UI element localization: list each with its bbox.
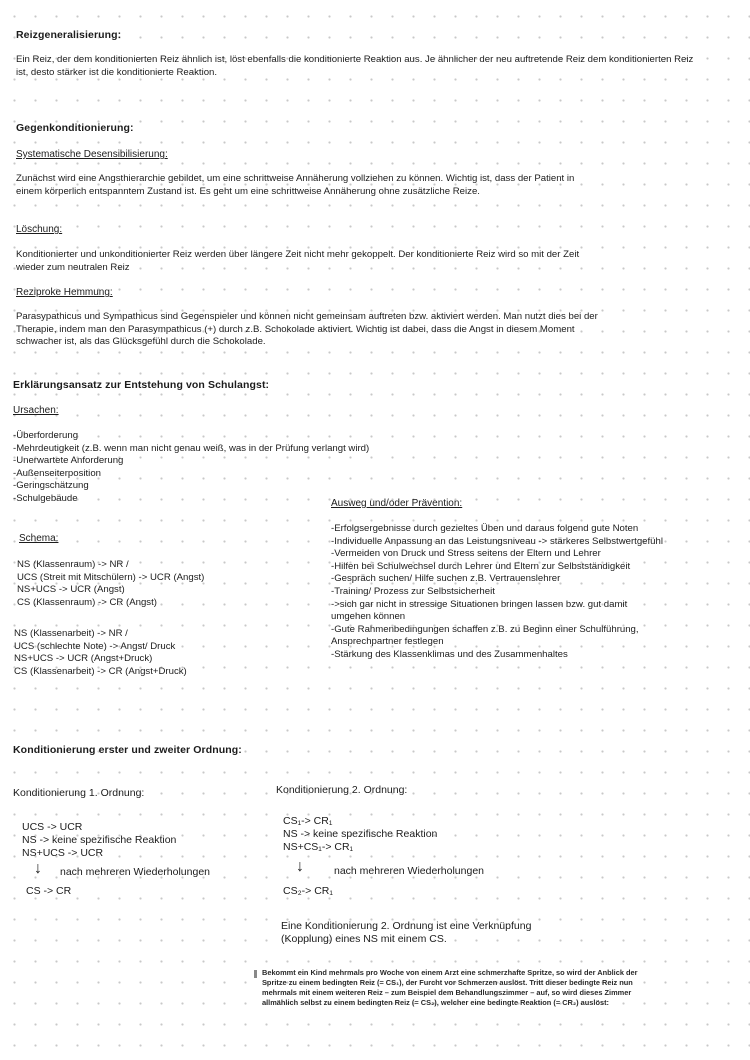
list-item: -Vermeiden von Druck und Stress seitens der Eltern und Lehrer	[331, 548, 601, 560]
heading-schulangst: Erklärungsansatz zur Entstehung von Schulangst:	[13, 379, 270, 391]
list-item: Ansprechpartner festlegen	[331, 636, 444, 648]
list-item: -Gute Rahmenbedingungen schaffen z.B. zu Beginn einer Schulführung,	[331, 623, 639, 635]
formula-line: NS+CS₁-> CR₁	[283, 840, 354, 853]
formula-line: NS+UCS -> UCR	[22, 846, 104, 859]
list-item: -Hilfen bei Schulwechsel durch Lehrer und Eltern zur Selbstständigkeit	[331, 560, 631, 572]
schema-line: NS+UCS -> UCR (Angst)	[17, 584, 125, 596]
text-reizgeneralisierung: Ein Reiz, der dem konditionierten Reiz ähnlich ist, löst ebenfalls die konditionierte Reaktion aus. Je ähnlicher der neu auftretende Reiz dem konditionierten Reiz ist, desto stärker ist die konditionierte Reaktion.	[16, 54, 694, 78]
quote-text: Bekommt ein Kind mehrmals pro Woche von einem Arzt eine schmerzhafte Spritze, so wird der Anblick der Spritze zu einem bedingten Reiz (= CS₁), der Furcht vor Schmerzen auslöst. Tritt dieser bedingte Reiz nun mehrmals mit einem weiteren Reiz – zum Beispiel dem Behandlungszimmer – auf, so wird dieses Zimmer allmählich selbst zu einem bedingten Reiz (= CS₂), welcher eine bedingte Reaktion (= CR₂) auslöst:	[262, 968, 638, 1007]
list-item: -Mehrdeutigkeit (z.B. wenn man nicht genau weiß, was in der Prüfung verlangt wird)	[13, 442, 370, 454]
schema-line: NS+UCS -> UCR (Angst+Druck)	[14, 653, 153, 665]
arrow-down-icon: ↓	[296, 858, 304, 875]
text-loeschung: Konditionierter und unkonditionierter Reiz werden über längere Zeit nicht mehr gekoppelt. Der konditionierte Reiz wird so mit der Zeit wieder zum neutralen Reiz	[16, 249, 580, 273]
second-order-result: CS₂-> CR₁	[283, 885, 333, 897]
schema-line: NS (Klassenarbeit) -> NR /	[14, 628, 128, 639]
list-item: -Unerwartete Anforderung	[13, 455, 124, 467]
first-order-note: nach mehreren Wiederholungen	[60, 866, 211, 878]
list-item: -Außenseiterposition	[13, 467, 101, 479]
list-item: -Stärkung des Klassenklimas und des Zusammenhaltes	[331, 648, 568, 660]
list-ursachen	[13, 430, 369, 506]
list-item: -Überforderung	[13, 430, 79, 441]
heading-gegenkonditionierung: Gegenkonditionierung:	[16, 122, 134, 134]
list-ausweg	[331, 523, 663, 662]
text-desensibilisierung: Zunächst wird eine Angsthierarchie gebildet, um eine schrittweise Annäherung vollziehen zu können. Wichtig ist, dass der Patient in einem körperlich entspanntem Zustand ist. Es geht um eine schrittweise Annäherung ohne zusätzliche Reize.	[16, 173, 575, 197]
label-loeschung: Löschung:	[16, 224, 63, 235]
first-order-result: CS -> CR	[26, 885, 72, 897]
schema-line: CS (Klassenraum) -> CR (Angst)	[17, 596, 157, 608]
formula-line: NS -> keine spezifische Reaktion	[22, 833, 177, 846]
list-item: -Erfolgsergebnisse durch gezieltes Üben und daraus folgend gute Noten	[331, 523, 639, 534]
text-reziproke-hemmung: Parasypathicus und Sympathicus sind Gegenspieler und können nicht gemeinsam auftreten bzw. aktiviert werden. Man nutzt dies bei der Therapie, indem man den Parasympathicus (+) durch z.B. Schokolade aktiviert. Wichtig ist dabei, dass die Angst in diesem Moment schwacher ist, als das Glücksgefühl durch die Schokolade.	[16, 311, 598, 348]
formula-line: UCS -> UCR	[22, 821, 83, 833]
list-item: -Training/ Prozess zur Selbstsicherheit	[331, 585, 495, 597]
list-item: umgehen können	[331, 611, 406, 623]
label-second-order: Konditionierung 2. Ordnung:	[276, 784, 408, 796]
quote-bar	[254, 970, 257, 978]
formula-line: CS₁-> CR₁	[283, 815, 333, 827]
schema-klassenraum	[17, 559, 204, 609]
schema-line: NS (Klassenraum) -> NR /	[17, 559, 129, 570]
label-first-order: Konditionierung 1. Ordnung:	[13, 787, 145, 799]
schema-klassenarbeit	[14, 628, 187, 678]
schema-line: UCS (Streit mit Mitschülern) -> UCR (Angst)	[17, 571, 205, 583]
formula-line: NS -> keine spezifische Reaktion	[283, 827, 438, 840]
heading-ordnung: Konditionierung erster und zweiter Ordnung:	[13, 744, 242, 756]
list-item: -Individuelle Anpassung an das Leistungsniveau -> stärkeres Selbstwertgefühl	[331, 535, 663, 547]
list-item: -Geringschätzung	[13, 480, 89, 492]
label-reziproke-hemmung: Reziproke Hemmung:	[16, 287, 113, 298]
arrow-down-icon: ↓	[34, 860, 42, 877]
label-schema: Schema:	[19, 533, 59, 544]
second-order-lines	[283, 815, 437, 853]
first-order-lines	[22, 821, 176, 859]
list-item: -Gespräch suchen/ Hilfe suchen z.B. Vertrauenslehrer	[331, 573, 561, 585]
heading-reizgeneralisierung: Reizgeneralisierung:	[16, 29, 122, 41]
quote-box	[262, 968, 654, 1008]
label-desensibilisierung: Systematische Desensibilisierung:	[16, 149, 168, 160]
second-order-note: nach mehreren Wiederholungen	[334, 865, 485, 877]
schema-line: CS (Klassenarbeit) -> CR (Angst+Druck)	[14, 665, 187, 677]
list-item: ->sich gar nicht in stressige Situationen bringen lassen bzw. gut damit	[331, 598, 628, 610]
label-ausweg: Ausweg und/oder Prävention:	[331, 498, 463, 509]
definition-second-order: Eine Konditionierung 2. Ordnung ist eine Verknüpfung (Kopplung) eines NS mit einem CS.	[281, 920, 532, 945]
list-item: -Schulgebäude	[13, 492, 78, 504]
label-ursachen: Ursachen:	[13, 405, 59, 416]
schema-line: UCS (schlechte Note) -> Angst/ Druck	[14, 640, 176, 652]
